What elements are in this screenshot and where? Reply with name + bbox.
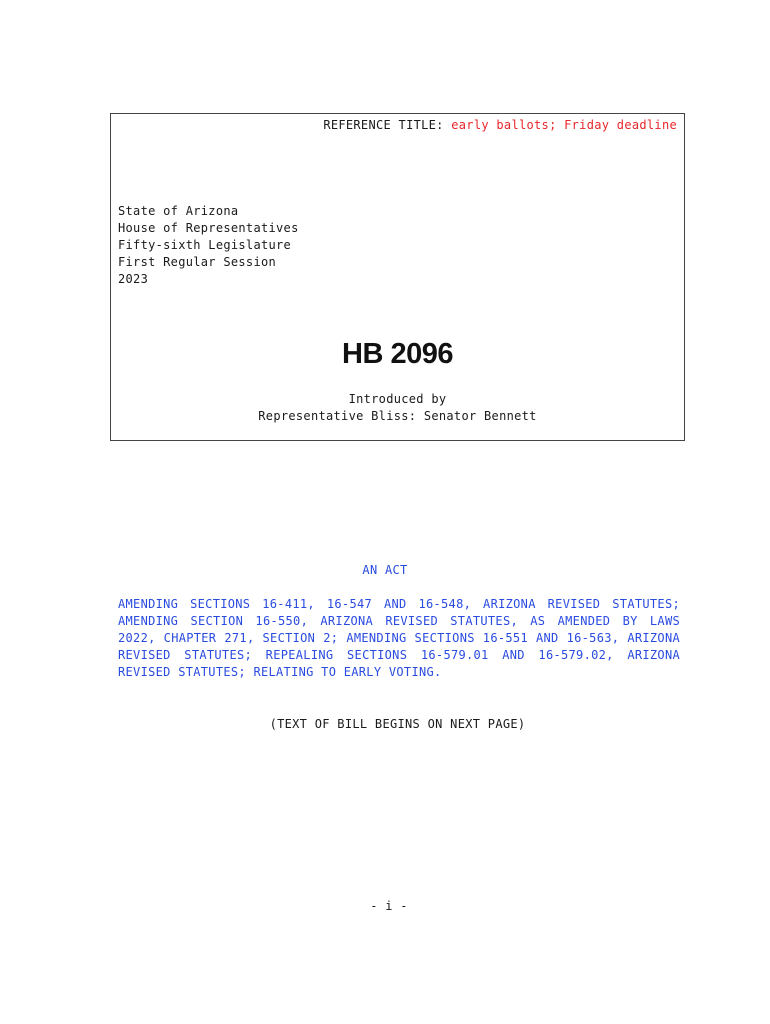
act-line: AMENDING SECTION 16-550, ARIZONA REVISED STATUTES, AS AMENDED BY LAWS [118,614,680,628]
act-heading: AN ACT [362,563,408,577]
act-title-text [118,596,680,681]
act-line: REVISED STATUTES; REPEALING SECTIONS 16-579.01 AND 16-579.02, ARIZONA [118,648,680,662]
reference-title-value: early ballots; Friday deadline [451,118,677,132]
act-line: 2022, CHAPTER 271, SECTION 2; AMENDING SECTIONS 16-551 AND 16-563, ARIZONA [118,631,680,645]
bill-number: HB 2096 [342,338,453,370]
page-number: - i - [370,899,408,913]
state-line: Fifty-sixth Legislature [118,238,292,252]
act-line: REVISED STATUTES; RELATING TO EARLY VOTING. [118,665,442,679]
text-begins-note: (TEXT OF BILL BEGINS ON NEXT PAGE) [269,717,526,731]
introduced-by-label: Introduced by [348,392,447,406]
cover-box [110,113,685,441]
state-block [118,203,299,288]
introduced-block [111,391,684,425]
sponsors: Representative Bliss: Senator Bennett [258,409,537,423]
act-line: AMENDING SECTIONS 16-411, 16-547 AND 16-548, ARIZONA REVISED STATUTES; [118,597,680,611]
state-line: State of Arizona [118,204,239,218]
reference-title [323,118,677,132]
state-line: First Regular Session [118,255,277,269]
state-line: House of Representatives [118,221,299,235]
state-line: 2023 [118,272,149,286]
reference-title-label: REFERENCE TITLE: [323,118,444,132]
